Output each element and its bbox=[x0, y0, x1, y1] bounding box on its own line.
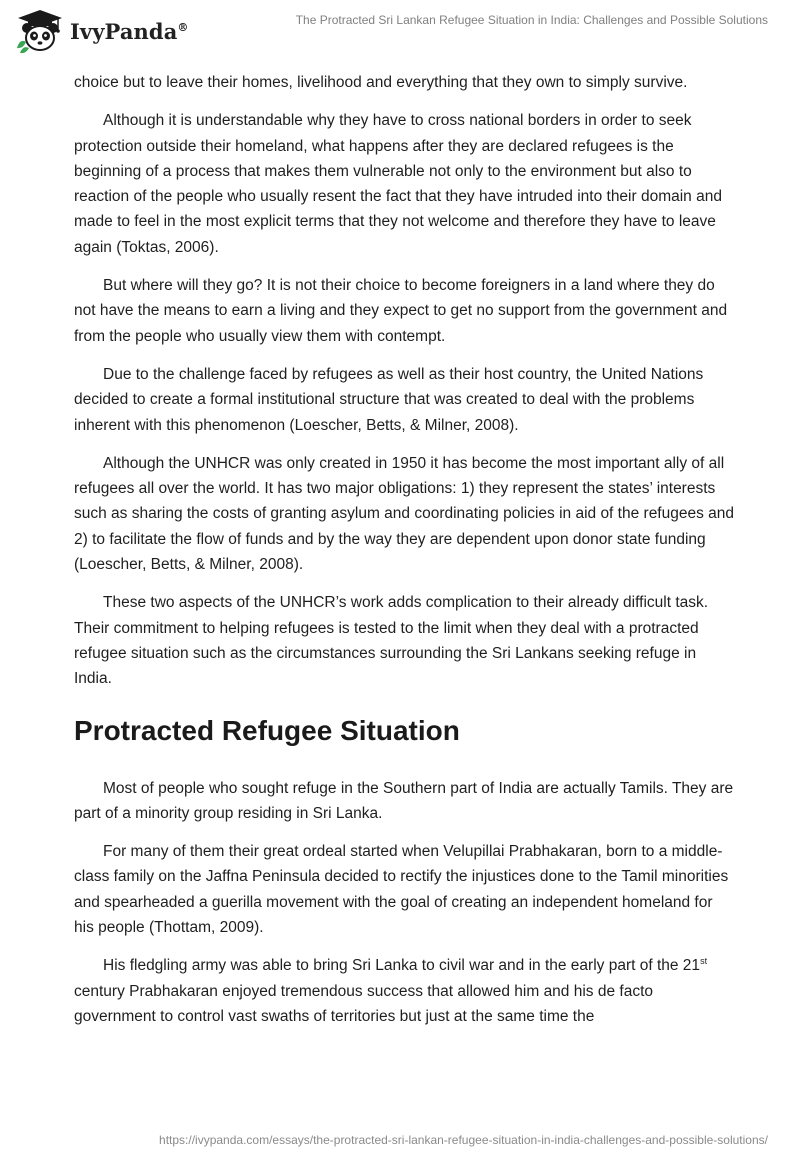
paragraph-continued: choice but to leave their homes, livelihood and everything that they own to simply survive. bbox=[74, 74, 688, 91]
paragraph: Most of people who sought refuge in the Southern part of India are actually Tamils. They are part of a minority group residing in Sri Lanka. bbox=[74, 779, 734, 822]
paragraph: Although it is understandable why they have to cross national borders in order to seek protection outside their homeland, what happens after they are declared refugees is the beginning of a process that makes them vulnerable not only to the environment but also to reaction of the people who usually resent the fact that they have intruded into their domain and made to feel in the most explicit terms that they not welcome and therefore they have to leave again (Toktas, 2006). bbox=[74, 112, 722, 256]
ordinal-suffix: st bbox=[700, 956, 708, 967]
source-url-link[interactable]: https://ivypanda.com/essays/the-protracted-sri-lankan-refugee-situation-in-india-challenges-and-possible-solutions/ bbox=[159, 1133, 768, 1147]
logo-wordmark: IvyPanda® bbox=[70, 18, 189, 44]
section-heading: Protracted Refugee Situation bbox=[74, 714, 460, 746]
paragraph-text: His fledgling army was able to bring Sri Lanka to civil war and in the early part of the 21 bbox=[103, 957, 701, 975]
document-title: The Protracted Sri Lankan Refugee Situation in India: Challenges and Possible Solutions bbox=[295, 13, 768, 27]
paragraph: These two aspects of the UNHCR’s work adds complication to their already difficult task. Their commitment to helping refugees is tested to the limit when they deal with a protracted refugee situation such as the circumstances surrounding the Sri Lankans seeking refuge in India. bbox=[74, 594, 709, 688]
paragraph: Although the UNHCR was only created in 1950 it has become the most important ally of all refugees all over the world. It has two major obligations: 1) they represent the states’ interests such as sharing the costs of granting asylum and coordinating policies in aid of the refugees and 2) to facilitate the flow of funds and by the way they are dependent upon donor state funding (Loescher, Betts, & Milner, 2008). bbox=[74, 454, 735, 574]
paragraph: Due to the challenge faced by refugees as well as their host country, the United Nations decided to create a formal institutional structure that was created to deal with the problems inherent with this phenomenon (Loescher, Betts, & Milner, 2008). bbox=[74, 365, 704, 434]
paragraph-text: century Prabhakaran enjoyed tremendous success that allowed him and his de facto government to control vast swaths of territories but just at the same time the bbox=[74, 982, 654, 1025]
panda-graduate-icon bbox=[14, 8, 66, 54]
page-header bbox=[0, 0, 800, 60]
paragraph: But where will they go? It is not their choice to become foreigners in a land where they do not have the means to earn a living and they expect to get no support from the government and from the people who usually view them with contempt. bbox=[74, 277, 728, 345]
ivypanda-logo[interactable] bbox=[14, 8, 189, 54]
essay-body bbox=[74, 70, 734, 1042]
registered-mark: ® bbox=[177, 20, 189, 34]
paragraph: For many of them their great ordeal started when Velupillai Prabhakaran, born to a middle-class family on the Jaffna Peninsula decided to rectify the injustices done to the Tamil minorities and spearheaded a guerilla movement with the goal of creating an independent homeland for his people (Thottam, 2009). bbox=[74, 843, 729, 937]
paragraph bbox=[74, 953, 734, 1029]
